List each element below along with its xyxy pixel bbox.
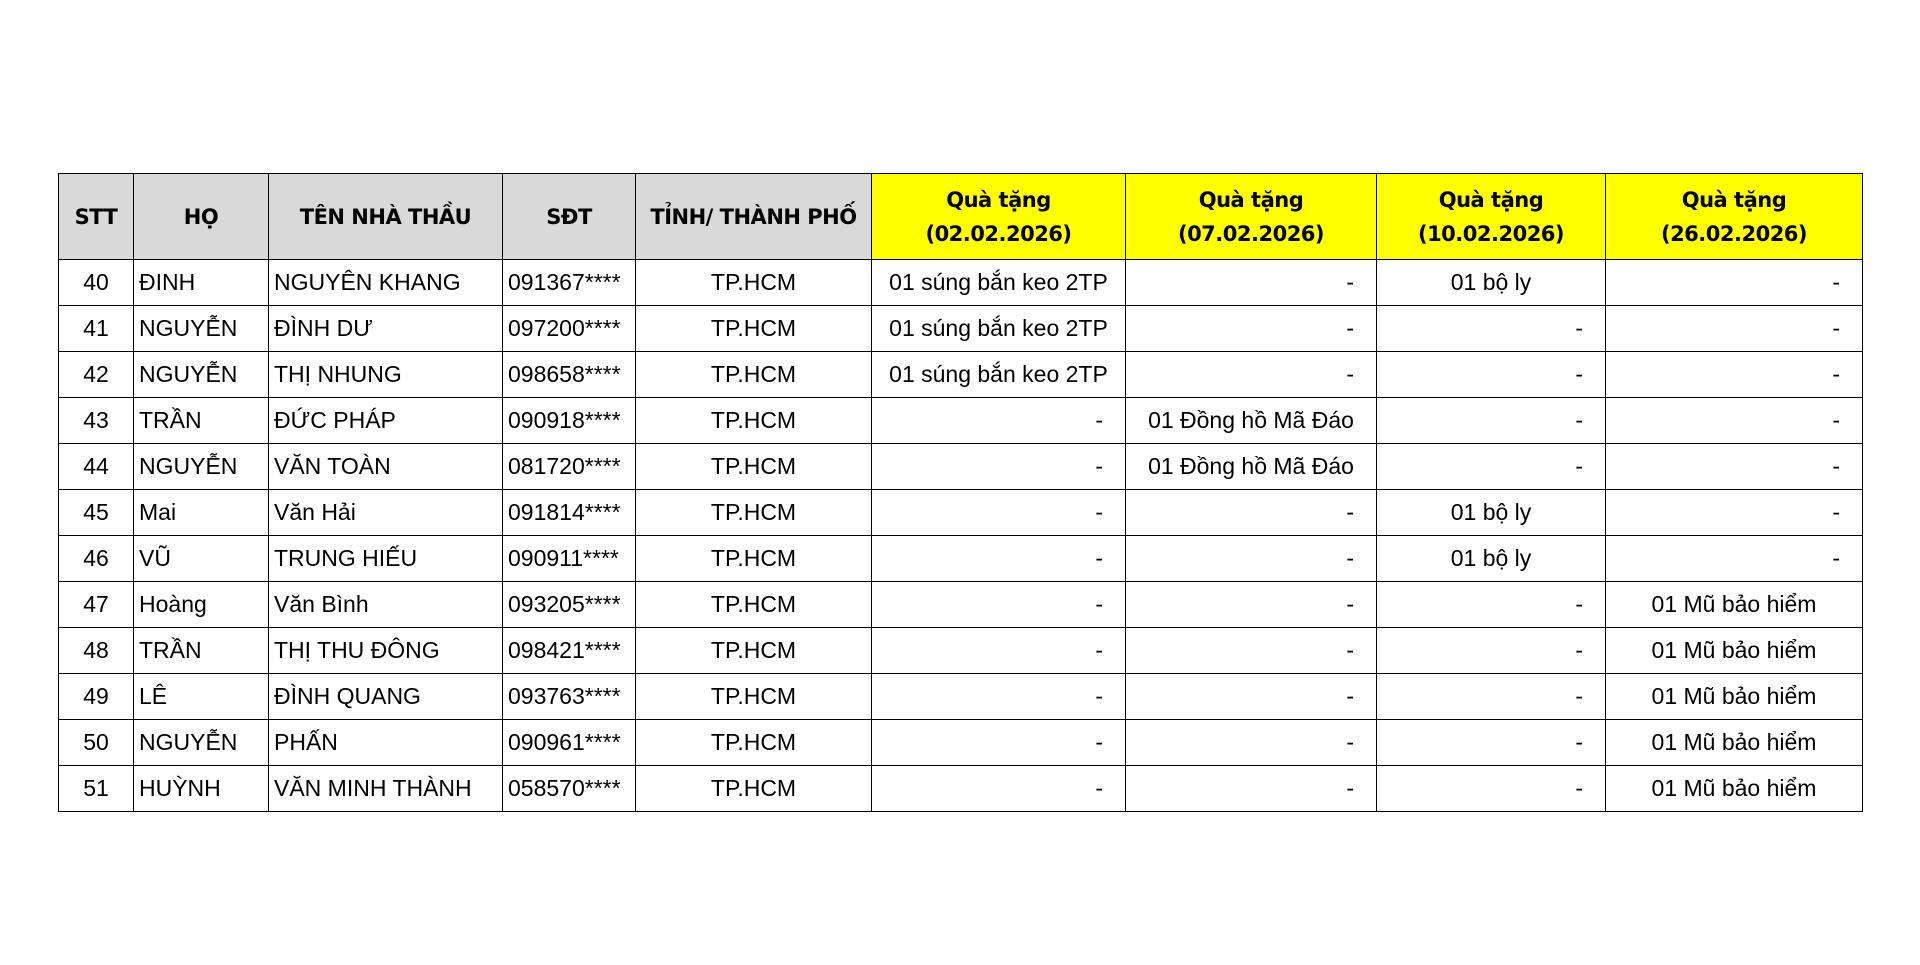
gift-1002-cell: - [1377,628,1606,674]
sdt-cell: 090918**** [503,398,636,444]
gift-0702-cell: - [1126,352,1377,398]
gift-2602-cell: 01 Mũ bảo hiểm [1606,766,1863,812]
gift-2602-cell: - [1606,260,1863,306]
sdt-cell: 091367**** [503,260,636,306]
sdt-cell: 093205**** [503,582,636,628]
tinh-cell: TP.HCM [636,766,872,812]
gift-1002-cell: - [1377,720,1606,766]
column-header-date: (02.02.2026) [925,221,1072,246]
ten-cell: ĐÌNH DƯ [269,306,503,352]
gift-2602-cell: 01 Mũ bảo hiểm [1606,720,1863,766]
ho-cell: TRẦN [134,398,269,444]
gift-1002-cell: - [1377,582,1606,628]
gift-0702-cell: - [1126,720,1377,766]
ten-cell: NGUYÊN KHANG [269,260,503,306]
column-header [1377,174,1606,260]
column-header-label: Quà tặng [1198,187,1304,212]
tinh-cell: TP.HCM [636,628,872,674]
column-header-label: SĐT [546,204,592,229]
sdt-cell: 093763**** [503,674,636,720]
gift-2602-cell: - [1606,306,1863,352]
tinh-cell: TP.HCM [636,674,872,720]
gift-0202-cell: - [872,398,1126,444]
table-row [59,536,1863,582]
ten-cell: Văn Hải [269,490,503,536]
stt-cell: 45 [59,490,134,536]
gift-0202-cell: - [872,720,1126,766]
gift-2602-cell: - [1606,352,1863,398]
stt-cell: 40 [59,260,134,306]
ho-cell: HUỲNH [134,766,269,812]
gift-0202-cell: - [872,536,1126,582]
tinh-cell: TP.HCM [636,398,872,444]
gift-0202-cell: 01 súng bắn keo 2TP [872,306,1126,352]
tinh-cell: TP.HCM [636,720,872,766]
column-header [503,174,636,260]
sdt-cell: 090911**** [503,536,636,582]
gift-0702-cell: - [1126,674,1377,720]
stt-cell: 51 [59,766,134,812]
gift-0702-cell: - [1126,582,1377,628]
tinh-cell: TP.HCM [636,444,872,490]
gift-1002-cell: - [1377,398,1606,444]
stt-cell: 46 [59,536,134,582]
gift-1002-cell: - [1377,352,1606,398]
gift-0702-cell: - [1126,306,1377,352]
sdt-cell: 098658**** [503,352,636,398]
column-header [872,174,1126,260]
header-row [59,174,1863,260]
column-header-label: HỌ [183,204,219,229]
table-row [59,720,1863,766]
gift-1002-cell: 01 bộ ly [1377,490,1606,536]
column-header-date: (26.02.2026) [1660,221,1808,246]
table-row [59,490,1863,536]
sdt-cell: 098421**** [503,628,636,674]
gift-1002-cell: - [1377,674,1606,720]
ten-cell: THỊ NHUNG [269,352,503,398]
stt-cell: 41 [59,306,134,352]
gift-2602-cell: - [1606,536,1863,582]
gift-0702-cell: - [1126,766,1377,812]
column-header-label: Quà tặng [1681,187,1787,212]
table-row [59,628,1863,674]
stt-cell: 48 [59,628,134,674]
stt-cell: 43 [59,398,134,444]
gift-2602-cell: - [1606,444,1863,490]
tinh-cell: TP.HCM [636,490,872,536]
gift-2602-cell: - [1606,398,1863,444]
gift-0202-cell: - [872,674,1126,720]
column-header-label: TỈNH/ THÀNH PHỐ [650,204,857,229]
column-header [636,174,872,260]
table-row [59,352,1863,398]
stt-cell: 44 [59,444,134,490]
column-header-date: (10.02.2026) [1417,221,1565,246]
ten-cell: PHẤN [269,720,503,766]
ho-cell: VŨ [134,536,269,582]
stt-cell: 49 [59,674,134,720]
column-header [134,174,269,260]
tinh-cell: TP.HCM [636,352,872,398]
tinh-cell: TP.HCM [636,306,872,352]
sdt-cell: 091814**** [503,490,636,536]
ho-cell: NGUYỄN [134,720,269,766]
ho-cell: LÊ [134,674,269,720]
sdt-cell: 058570**** [503,766,636,812]
gift-1002-cell: - [1377,766,1606,812]
tinh-cell: TP.HCM [636,536,872,582]
gift-0202-cell: 01 súng bắn keo 2TP [872,352,1126,398]
column-header-label: STT [74,204,118,229]
gift-2602-cell: 01 Mũ bảo hiểm [1606,674,1863,720]
table-row [59,582,1863,628]
column-header-label: Quà tặng [1438,187,1544,212]
table-row [59,444,1863,490]
table-body [59,260,1863,812]
stt-cell: 50 [59,720,134,766]
ho-cell: Hoàng [134,582,269,628]
gift-0702-cell: - [1126,490,1377,536]
stt-cell: 42 [59,352,134,398]
gift-0702-cell: - [1126,536,1377,582]
column-header [1126,174,1377,260]
column-header-label: TÊN NHÀ THẦU [299,204,472,229]
gift-0202-cell: - [872,490,1126,536]
tinh-cell: TP.HCM [636,260,872,306]
table-row [59,766,1863,812]
sdt-cell: 090961**** [503,720,636,766]
gift-0202-cell: - [872,628,1126,674]
table-row [59,674,1863,720]
column-header-label: Quà tặng [946,187,1051,212]
column-header [1606,174,1863,260]
ho-cell: Mai [134,490,269,536]
gift-1002-cell: - [1377,444,1606,490]
table-row [59,398,1863,444]
stt-cell: 47 [59,582,134,628]
column-header-date: (07.02.2026) [1177,221,1325,246]
column-header [59,174,134,260]
tinh-cell: TP.HCM [636,582,872,628]
gift-2602-cell: 01 Mũ bảo hiểm [1606,582,1863,628]
table-row [59,260,1863,306]
gift-0202-cell: 01 súng bắn keo 2TP [872,260,1126,306]
gift-2602-cell: - [1606,490,1863,536]
gift-0202-cell: - [872,766,1126,812]
gift-0702-cell: - [1126,260,1377,306]
gift-0702-cell: 01 Đồng hồ Mã Đáo [1126,398,1377,444]
gift-1002-cell: 01 bộ ly [1377,260,1606,306]
ho-cell: NGUYỄN [134,352,269,398]
ten-cell: THỊ THU ĐÔNG [269,628,503,674]
gift-2602-cell: 01 Mũ bảo hiểm [1606,628,1863,674]
ten-cell: ĐÌNH QUANG [269,674,503,720]
ho-cell: NGUYỄN [134,306,269,352]
gift-recipients-table [58,173,1863,812]
gift-0202-cell: - [872,582,1126,628]
ho-cell: ĐINH [134,260,269,306]
table-row [59,306,1863,352]
ten-cell: VĂN TOÀN [269,444,503,490]
ho-cell: NGUYỄN [134,444,269,490]
gift-0702-cell: 01 Đồng hồ Mã Đáo [1126,444,1377,490]
sdt-cell: 081720**** [503,444,636,490]
gift-0702-cell: - [1126,628,1377,674]
sdt-cell: 097200**** [503,306,636,352]
ten-cell: ĐỨC PHÁP [269,398,503,444]
ten-cell: Văn Bình [269,582,503,628]
gift-1002-cell: 01 bộ ly [1377,536,1606,582]
ten-cell: VĂN MINH THÀNH [269,766,503,812]
gift-0202-cell: - [872,444,1126,490]
ten-cell: TRUNG HIẾU [269,536,503,582]
gift-1002-cell: - [1377,306,1606,352]
column-header [269,174,503,260]
ho-cell: TRẦN [134,628,269,674]
